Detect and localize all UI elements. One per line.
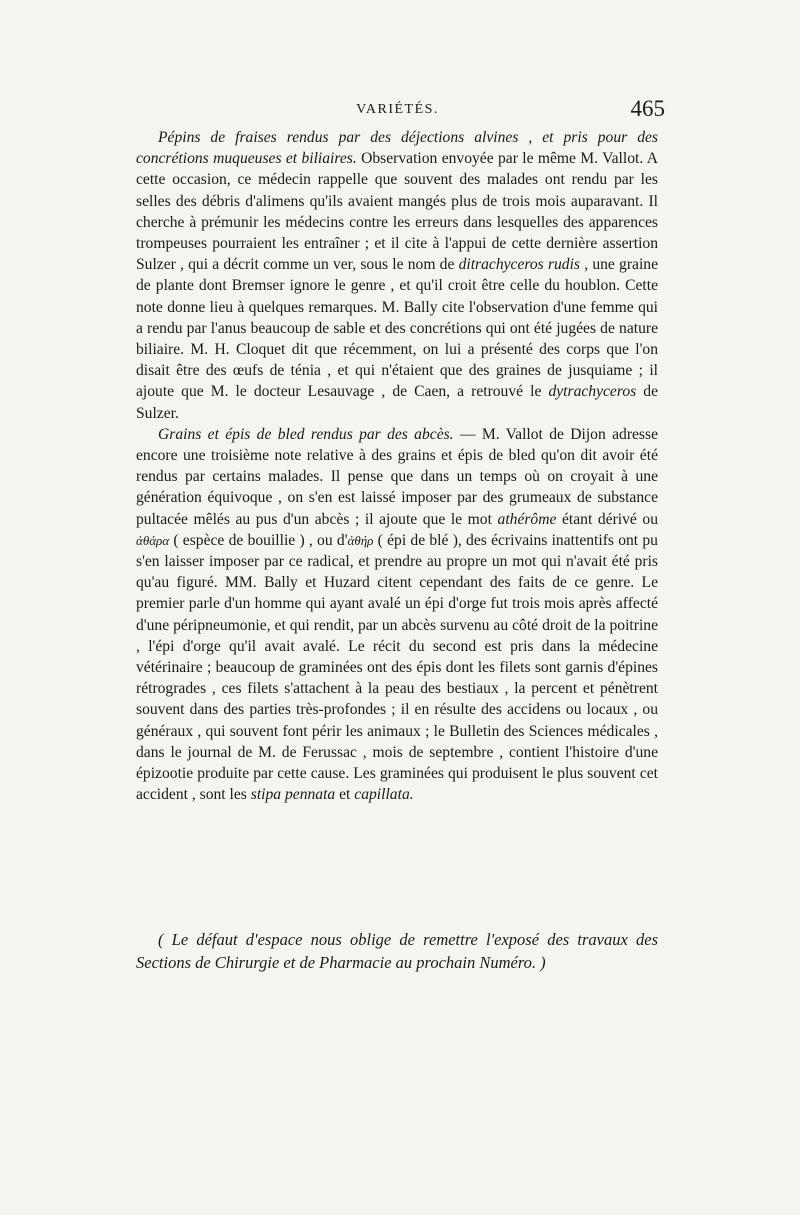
species-term: stipa pennata — [250, 786, 336, 804]
species-term: capillata. — [354, 786, 414, 804]
species-term: dytrachyceros — [548, 383, 637, 401]
closing-note: ( Le défaut d'espace nous oblige de remettre l'exposé des travaux des Sections de Chirurgie et de Pharmacie au prochain Numéro. ) — [136, 930, 658, 972]
greek-word: ἀθήρ — [347, 532, 374, 548]
greek-word: ἀθάρα — [136, 532, 170, 548]
paragraph-text: Observation envoyée par le même M. Vallot. A cette occasion, ce médecin rappelle que souvent des malades ont rendu par les selles des débris d'alimens qu'ils avaient mangés plus de trois mois auparavant. Il cherche à prémunir les médecins contre les erreurs dans lesquelles des apparences trompeuses pourraient les entraîner ; et il cite à l'appui de cette dernière assertion Sulzer , qui a décrit comme un ver, sous le nom de — [136, 150, 659, 274]
running-title: VARIÉTÉS. — [356, 102, 439, 117]
paragraph-text: et — [335, 786, 355, 804]
paragraph-grain-abscess — [136, 424, 658, 806]
paragraph-strawberry-seeds — [136, 127, 658, 424]
medical-term: athérôme — [497, 510, 557, 528]
paragraph-text: — M. Vallot de Dijon adresse encore une troisième note relative à des grains et épis de bled qu'on dit avoir été rendus par certains malades. Il pense que dans un temps où on croyait à une génération équivoque , on s'en est laissé imposer par des grumeaux de substance pultacée mêlés au pus d'un abcès ; il ajoute que le mot — [136, 425, 658, 528]
species-term: ditrachyceros rudis — [458, 256, 581, 274]
running-head — [130, 96, 665, 126]
paragraph-text: étant dérivé ou — [556, 510, 658, 528]
paragraph-text: de Sulzer. — [136, 383, 658, 422]
page-number: 465 — [630, 96, 665, 121]
paragraph-text: ( épi de blé ), des écrivains inattentifs ont pu s'en laisser imposer par ce radical, et prendre au propre un mot qui n'avait été pris qu'au figuré. MM. Bally et Huzard citent cependant des faits de ce genre. Le premier parle d'un homme qui ayant avalé un épi d'orge fut trois mois après affecté d'une péripneumonie, et qui rendit, par un abcès survenu au côté droit de la poitrine , l'épi d'orge qu'il avait avalé. Le récit du second est pris dans la médecine vétérinaire ; beaucoup de graminées ont des épis dont les filets sont garnis d'épines rétrogrades , ces filets s'attachent à la peau des bestiaux , la percent et pénètrent souvent dans des parties très-profondes ; il en résulte des accidens ou locaux , ou généraux , qui souvent font périr les animaux ; le Bulletin des Sciences médicales , dans le journal de M. de Ferussac , mois de septembre , contient l'histoire d'une épizootie produite par cette cause. Les graminées qui produisent le plus souvent cet accident , sont les — [136, 531, 658, 804]
paragraph-text: ( espèce de bouillie ) , ou d' — [169, 531, 348, 549]
paragraph-title: Grains et épis de bled rendus par des abcès. — [158, 425, 454, 443]
paragraph-title: Pépins de fraises rendus par des déjections alvines , et pris pour des concrétions muqueuses et biliaires. — [136, 129, 658, 168]
paragraph-text: , une graine de plante dont Bremser ignore le genre , et qu'il croit être celle du houblon. Cette note donne lieu à quelques remarques. M. Bally cite l'observation d'une femme qui a rendu par l'anus beaucoup de sable et des concrétions qui ont été jugées de nature biliaire. M. H. Cloquet dit que récemment, on lui a présenté des corps que l'on disait être des œufs de ténia , et qui n'étaient que des graines de jusquiame ; il ajoute que M. le docteur Lesauvage , de Caen, a retrouvé le — [136, 256, 658, 401]
body-text — [136, 127, 658, 806]
